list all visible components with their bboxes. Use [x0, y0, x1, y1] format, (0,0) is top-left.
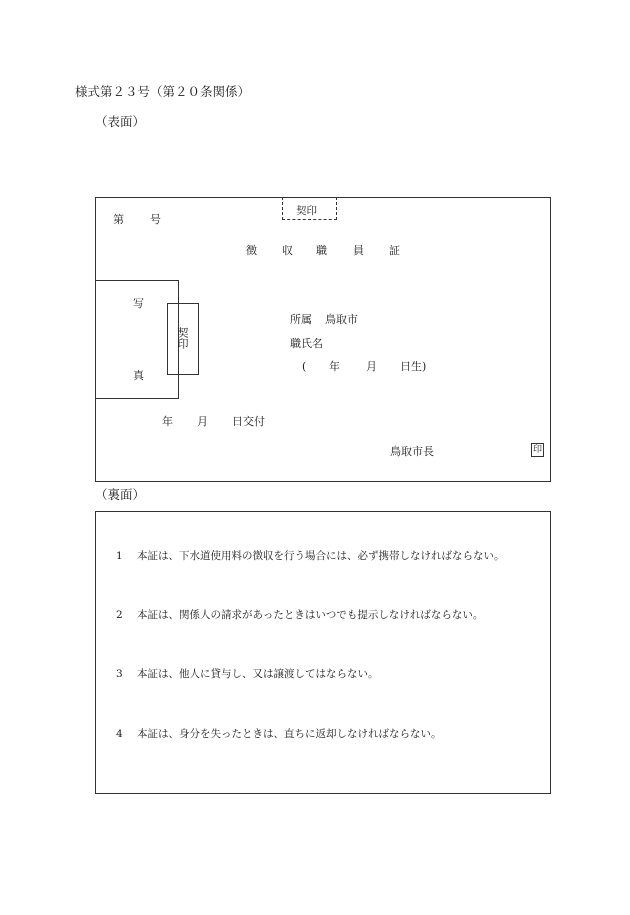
rule-number: 2: [116, 609, 123, 621]
affiliation-label: 所属: [290, 313, 312, 326]
name-label: 職氏名: [290, 337, 323, 350]
issue-month: 月: [197, 415, 208, 428]
affiliation-value: 鳥取市: [325, 313, 358, 326]
birth-open-paren: (: [302, 360, 307, 373]
issuer-seal: 印: [531, 443, 544, 457]
rule-text: 本証は、関係人の請求があったときはいつでも提示しなければならない。: [137, 609, 484, 621]
rule-number: 3: [116, 668, 123, 680]
photo-label-bottom: 真: [133, 369, 144, 382]
birth-month: 月: [366, 360, 377, 373]
tally-seal-side-label: 契印: [176, 327, 189, 349]
issue-year: 年: [162, 415, 173, 428]
birth-year: 年: [329, 360, 340, 373]
tally-seal-top-label: 契印: [296, 205, 317, 217]
issuer: 鳥取市長: [390, 445, 434, 458]
card-number-go: 号: [150, 213, 161, 226]
rule-number: 4: [116, 728, 123, 740]
card-title-char: 職: [316, 244, 327, 257]
card-number-dai: 第: [113, 213, 124, 226]
rule-text: 本証は、他人に貸与し、又は譲渡してはならない。: [137, 668, 379, 680]
front-side-label: （表面）: [95, 114, 146, 129]
issue-day: 日交付: [232, 415, 265, 428]
form-title: 様式第２３号（第２０条関係）: [75, 84, 251, 99]
card-title-char: 徴: [246, 244, 257, 257]
back-side-label: （裏面）: [95, 487, 146, 502]
birth-day: 日生): [400, 360, 427, 373]
rule-number: 1: [116, 550, 123, 562]
card-title-char: 員: [353, 244, 364, 257]
card-title-char: 収: [282, 244, 293, 257]
photo-label-top: 写: [133, 297, 144, 310]
rule-text: 本証は、下水道使用料の徴収を行う場合には、必ず携帯しなければならない。: [137, 550, 505, 562]
card-title-char: 証: [389, 244, 400, 257]
rule-text: 本証は、身分を失ったときは、直ちに返却しなければならない。: [137, 728, 442, 740]
